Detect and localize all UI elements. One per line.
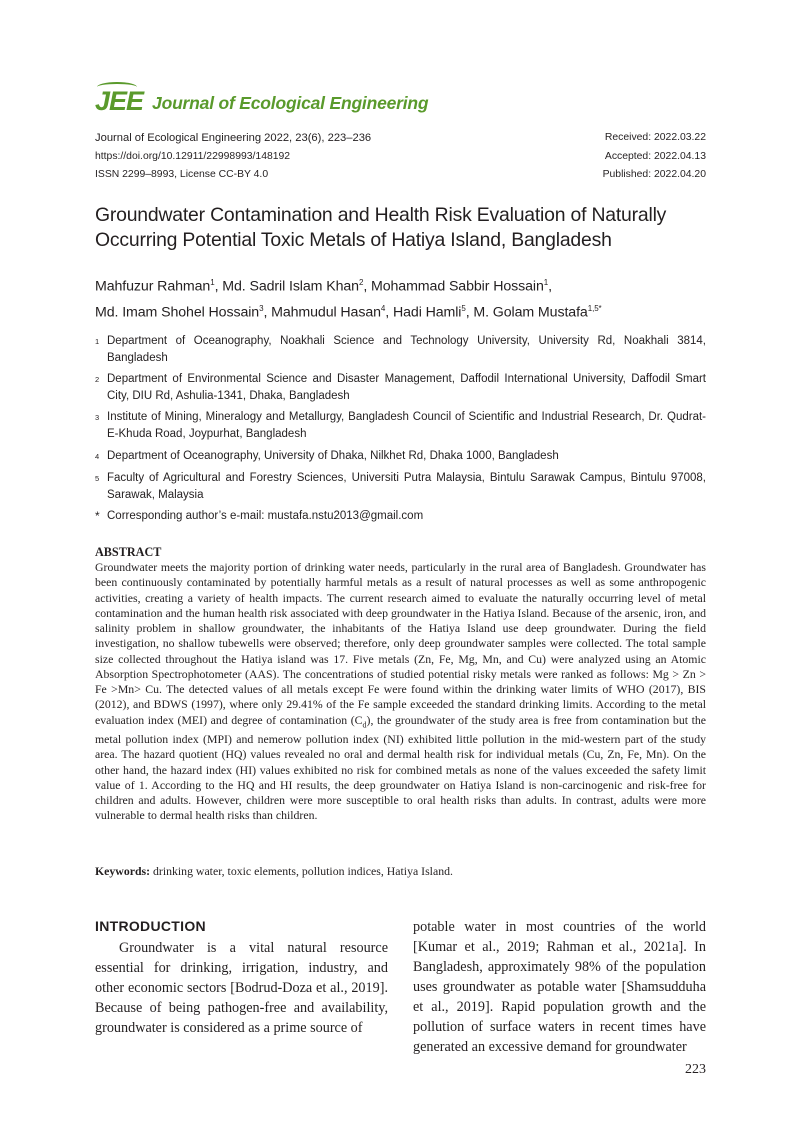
dates-block	[603, 129, 706, 185]
affiliation-number: *	[95, 509, 100, 524]
author: Mahmudul Hasan	[271, 304, 381, 321]
author-affil-ref: 3	[259, 303, 264, 313]
author-list: Mahfuzur Rahman$^1$, Md. Sadril Islam Khan$^2$, Mohammad Sabbir Hossain$^1$, Md. Imam Shohel Hossain$^3$, Mahmudul Hasan$^4$, Hadi Hamli$^5$, M. Golam Mustafa$^{1,5*}$	[95, 278, 602, 321]
journal-name: Journal of Ecological Engineering	[152, 93, 429, 113]
abstract-text	[95, 560, 706, 824]
author: Hadi Hamli	[392, 304, 462, 321]
abstract-text-part-2: ), the groundwater of the study area is free from contamination but the metal pollution index (MPI) and nemerow pollution index (NI) exhibited little pollution in the mid-western part of the study area. The hazard quotient (HQ) values revealed no oral and dermal health risk for individual metals (Cu, Zn, Fe, Mn). On the other hand, the hazard index (HI) values exhibited no risk for combined metals as none of the values exceeded the safety limit value of 1. According to the HQ and HI results, the deep groundwater on Hatiya Island is non-carcinogenic and risk-free for children and adults. However, children were more susceptible to oral health risks than adults. In contrast, adults were more vulnerable to dermal health risks than children.	[95, 712, 707, 823]
corresponding-email: Corresponding author’s e-mail: mustafa.nstu2013@gmail.com	[107, 510, 424, 523]
author-affil-ref: 1	[543, 278, 549, 287]
affiliation-number: 3	[95, 413, 100, 423]
affiliation-text: Department of Oceanography, Noakhali Science and Technology University, University Rd, Noakhali 3814, Bangladesh	[107, 335, 706, 364]
affiliation-number: 2	[95, 375, 100, 385]
received-date: Received: 2022.03.22	[604, 132, 706, 143]
affiliation-text: Faculty of Agricultural and Forestry Sciences, Universiti Putra Malaysia, Bintulu Sarawak Campus, Bintulu 97008, Sarawak, Malaysia	[107, 472, 706, 501]
author-affil-ref: 1	[210, 278, 215, 287]
keywords-text: drinking water, toxic elements, pollution indices, Hatiya Island.	[150, 864, 453, 878]
intro-paragraph-left: Groundwater is a vital natural resource essential for drinking, irrigation, industry, and other economic sectors [Bodrud-Doza et al., 2019]. Because of being pathogen-free and availability, groundwater is considered as a prime source of	[95, 940, 388, 1036]
body-column-left	[95, 938, 388, 1038]
issn-license: ISSN 2299–8993, License CC-BY 4.0	[95, 169, 269, 180]
abstract-heading: ABSTRACT	[95, 545, 162, 559]
jee-logo-mark	[95, 88, 143, 114]
doi-link[interactable]: https://doi.org/10.12911/22998993/148192	[95, 150, 291, 162]
author: Mahfuzur Rahman	[95, 278, 211, 295]
corresponding-author	[95, 508, 706, 525]
affiliation-number: 1	[95, 337, 100, 346]
author-affil-ref: 1,5*	[587, 303, 602, 313]
accepted-date: Accepted: 2022.04.13	[604, 150, 706, 162]
published-date: Published: 2022.04.20	[602, 169, 706, 180]
abstract-subscript: d	[362, 719, 367, 729]
affiliation-list	[95, 333, 706, 530]
title-line-1: Groundwater Contamination and Health Risk Evaluation of Naturally	[95, 204, 667, 226]
keywords-label: Keywords:	[95, 864, 151, 878]
affiliation-item	[95, 333, 706, 366]
title-line-2: Occurring Potential Toxic Metals of Hatiya Island, Bangladesh	[95, 229, 612, 251]
body-column-right	[413, 917, 706, 1057]
introduction-heading: INTRODUCTION	[95, 918, 206, 934]
author: Mohammad Sabbir Hossain	[371, 278, 544, 295]
author: Md. Sadril Islam Khan	[222, 278, 359, 295]
article-title	[95, 203, 715, 253]
author: Md. Imam Shohel Hossain	[95, 304, 260, 321]
intro-paragraph-right: potable water in most countries of the world [Kumar et al., 2019; Rahman et al., 2021a]. In Bangladesh, approximately 98% of the population uses groundwater as potable water [Shamsudduha et al., 2019]. Rapid population growth and the pollution of surface waters in recent times have generated an excessive demand for groundwater	[413, 919, 706, 1055]
logo-swoosh-icon	[97, 82, 137, 92]
abstract-text-part-1: Groundwater meets the majority portion of drinking water needs, particularly in the rural area of Bangladesh. Groundwater has been continuously contaminated by potentially harmful metals as a result of natural processes as well as some anthropogenic activities, creating a variety of health impacts. The current research aimed to evaluate the naturally occurring level of metal contamination and the human health risk associated with deep groundwater in the Hatiya Island. Because of the arsenic, iron, and salinity problem in shallow groundwater, the inhabitants of the Hatiya Island use deep groundwater. During the field investigation, no shallow tubewells were observed; therefore, only deep groundwater samples were collected. The total sample size collected throughout the Hatiya island was 17. Five metals (Zn, Fe, Mg, Mn, and Cu) were analyzed using an Atomic Absorption Spectrophotometer (AAS). The concentrations of studied potential risky metals were ranked as follows: Mg > Zn > Fe >Mn> Cu. The detected values of all metals except Fe were found within the drinking water limits of WHO (2017), BIS (2012), and BDWS (1997), where only 29.41% of the Fe sample exceeded the standard drinking limits. According to the metal evaluation index (MEI) and degree of contamination (C	[95, 560, 706, 727]
keywords	[95, 864, 706, 879]
affiliation-text: Department of Oceanography, University of Dhaka, Nilkhet Rd, Dhaka 1000, Bangladesh	[107, 449, 559, 462]
affiliation-item	[95, 470, 706, 503]
author-affil-ref: 5	[461, 303, 466, 313]
citation-block	[95, 129, 371, 185]
affiliation-item	[95, 448, 706, 466]
affiliation-number: 4	[95, 451, 100, 461]
affiliation-text: Department of Environmental Science and Disaster Management, Daffodil International University, Daffodil Smart City, DIU Rd, Ashulia-1341, Dhaka, Bangladesh	[107, 373, 706, 402]
affiliation-text: Institute of Mining, Mineralogy and Metallurgy, Bangladesh Council of Scientific and Industrial Research, Dr. Qudrat-E-Khuda Road, Joypurhat, Bangladesh	[107, 411, 706, 440]
abstract-section	[95, 545, 706, 824]
affiliation-number: 5	[95, 474, 100, 484]
citation: Journal of Ecological Engineering 2022, 23(6), 223–236	[95, 132, 372, 144]
author: M. Golam Mustafa	[473, 304, 588, 321]
affiliation-item	[95, 371, 706, 404]
journal-logo	[95, 88, 428, 114]
affiliation-item	[95, 409, 706, 442]
author-affil-ref: 4	[380, 303, 386, 313]
logo-abbr: JEE	[95, 86, 144, 116]
author-affil-ref: 2	[358, 278, 364, 287]
page-number: 223	[685, 1062, 706, 1077]
